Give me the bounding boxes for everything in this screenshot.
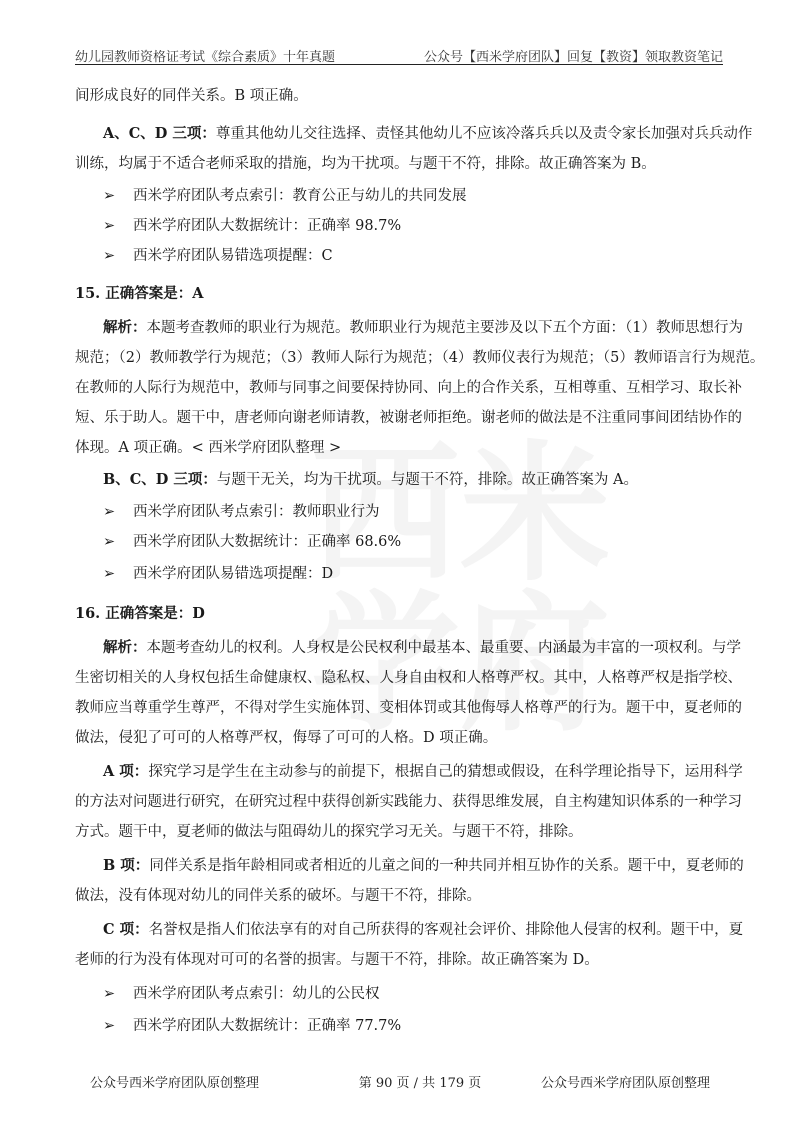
paragraph-line [103, 856, 744, 876]
footer-left: 公众号西米学府团队原创整理 [90, 1076, 260, 1091]
paragraph-line: 在教师的人际行为规范中，教师与同事之间要保持协同、向上的合作关系，互相尊重、互相学习、取长补 [75, 380, 742, 396]
header-left: 幼儿园教师资格证考试《综合素质》十年真题 [75, 50, 336, 65]
bullet-marker: ➢ [103, 1018, 116, 1034]
bullet-marker: ➢ [103, 504, 116, 520]
page-header [75, 42, 723, 66]
page-number: 第 90 页 / 共 179 页 [358, 1076, 482, 1091]
analysis-label: 解析： [103, 319, 147, 336]
bullet-item [103, 532, 401, 552]
paragraph-line: 生密切相关的人身权包括生命健康权、隐私权、人身自由权和人格尊严权。其中，人格尊严权是指学校、 [75, 670, 742, 686]
paragraph-line: 方式。题干中，夏老师的做法与阻碍幼儿的探究学习无关。与题干不符，排除。 [75, 824, 583, 840]
paragraph-line: 规范；（2）教师教学行为规范；（3）教师人际行为规范；（4）教师仪表行为规范；（5）教师语言行为规范。 [75, 350, 765, 366]
paragraph-text: 本题考查教师的职业行为规范。教师职业行为规范主要涉及以下五个方面：（1）教师思想行为 [146, 320, 743, 336]
header-divider [75, 64, 723, 65]
option-label: B、C、D 三项： [103, 471, 217, 488]
option-label: B 项： [103, 857, 150, 874]
bullet-item [103, 186, 467, 206]
paragraph-text: 同伴关系是指年龄相同或者相近的儿童之间的一种共同并相互协作的关系。题干中，夏老师的 [149, 858, 744, 874]
option-label: C 项： [103, 921, 149, 938]
paragraph-line [103, 470, 725, 490]
body-line: 间形成良好的同伴关系。B 项正确。 [75, 88, 308, 104]
bullet-text: 西米学府团队易错选项提醒：C [133, 248, 333, 264]
analysis-label: 解析： [103, 639, 147, 656]
bullet-marker: ➢ [103, 534, 116, 550]
paragraph-text: 与题干无关，均为干扰项。与题干不符，排除。故正确答案为 A。 [216, 472, 638, 488]
header-right: 公众号【西米学府团队】回复【教资】领取教资笔记 [423, 50, 723, 65]
bullet-text: 西米学府团队大数据统计：正确率 68.6% [133, 534, 402, 550]
paragraph-line: 做法，没有体现对幼儿的同伴关系的破坏。与题干不符，排除。 [75, 888, 481, 904]
paragraph-line [103, 762, 743, 782]
bullet-text: 西米学府团队大数据统计：正确率 77.7% [133, 1018, 402, 1034]
paragraph-line [103, 638, 741, 658]
bullet-item [103, 1016, 401, 1036]
bullet-item [103, 984, 380, 1004]
bullet-item [103, 216, 401, 236]
paragraph-line: 训练，均属于不适合老师采取的措施，均为干扰项。与题干不符，排除。故正确答案为 B。 [75, 156, 656, 172]
paragraph-text: 本题考查幼儿的权利。人身权是公民权利中最基本、最重要、内涵最为丰富的一项权利。与学 [146, 640, 741, 656]
bullet-text: 西米学府团队易错选项提醒：D [133, 566, 334, 582]
paragraph-line: 的方法对问题进行研究，在研究过程中获得创新实践能力、获得思维发展，自主构建知识体系的一种学习 [75, 794, 742, 810]
paragraph-line: 教师应当尊重学生尊严，不得对学生实施体罚、变相体罚或其他侮辱人格尊严的行为。题干中，夏老师的 [75, 700, 742, 716]
footer-right: 公众号西米学府团队原创整理 [540, 1076, 710, 1091]
bullet-text: 西米学府团队大数据统计：正确率 98.7% [133, 218, 402, 234]
bullet-marker: ➢ [103, 248, 116, 264]
bullet-marker: ➢ [103, 566, 116, 582]
bullet-item [103, 502, 380, 522]
paragraph-text: 尊重其他幼儿交往选择、责怪其他幼儿不应该冷落兵兵以及责令家长加强对兵兵动作 [215, 126, 753, 142]
paragraph-line: 做法，侵犯了可可的人格尊严权，侮辱了可可的人格。D 项正确。 [75, 730, 498, 746]
bullet-marker: ➢ [103, 986, 116, 1002]
bullet-text: 西米学府团队考点索引：幼儿的公民权 [133, 986, 380, 1002]
bullet-item [103, 564, 333, 584]
question-answer-heading: 16. 正确答案是：D [75, 605, 205, 622]
bullet-marker: ➢ [103, 188, 116, 204]
bullet-marker: ➢ [103, 218, 116, 234]
option-label: A、C、D 三项： [103, 125, 216, 142]
paragraph-line: 体现。A 项正确。< 西米学府团队整理 > [75, 440, 342, 456]
bullet-text: 西米学府团队考点索引：教师职业行为 [133, 504, 380, 520]
paragraph-line: 短、乐于助人。题干中，唐老师向谢老师请教，被谢老师拒绝。谢老师的做法是不注重同事间团结协作的 [75, 410, 742, 426]
question-answer-heading: 15. 正确答案是：A [75, 285, 204, 302]
paragraph-line [103, 124, 753, 144]
bullet-text: 西米学府团队考点索引：教育公正与幼儿的共同发展 [133, 188, 467, 204]
paragraph-line: 老师的行为没有体现对可可的名誉的损害。与题干不符，排除。故正确答案为 D。 [75, 952, 599, 968]
option-label: A 项： [103, 763, 149, 780]
paragraph-text: 名誉权是指人们依法享有的对自己所获得的客观社会评价、排除他人侵害的权利。题干中，夏 [148, 922, 744, 938]
paragraph-line [103, 920, 744, 940]
paragraph-line [103, 318, 743, 338]
bullet-item [103, 246, 333, 266]
paragraph-text: 探究学习是学生在主动参与的前提下，根据自己的猜想或假设，在科学理论指导下，运用科学 [148, 764, 743, 780]
